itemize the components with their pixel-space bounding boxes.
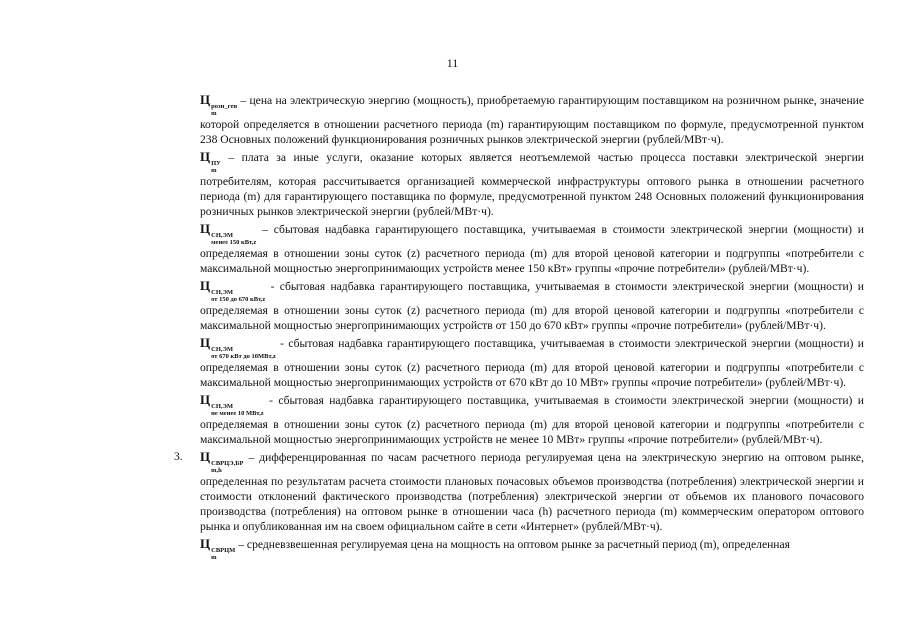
formula-term: Ц ПУ m (200, 148, 221, 174)
formula-term: Ц СН,ЭМ от 150 до 670 кВт,z (200, 277, 266, 303)
definition-entry (200, 278, 864, 333)
formula-term: Ц СН,ЭМ менее 150 кВт,z (200, 221, 257, 247)
formula-term: Ц розн_ген m (200, 92, 238, 117)
definition-entry (200, 149, 864, 220)
definition-entry (200, 335, 864, 390)
formula-term: Ц СН,ЭМ не менее 10 МВт,z (200, 391, 264, 417)
list-number: 3. (174, 449, 183, 463)
definition-entry (200, 392, 864, 447)
definition-text: - сбытовая надбавка гарантирующего поставщика, учитываемая в стоимости электрической энергии (мощности) и определяемая в отношении зоны суток (z) расчетного периода (m) для второй ценовой категории и подгруппы «потребители с максимальной мощностью энергопринимающих устройств от 670 кВт до 10 МВт» группы «прочие потребители» (рублей/МВт·ч). (200, 336, 864, 390)
document-body (174, 92, 864, 562)
formula-term: Ц СН,ЭМ от 670 кВт до 10МВт,z (200, 334, 276, 360)
definition-entry (200, 536, 864, 561)
definition-text: - сбытовая надбавка гарантирующего поставщика, учитываемая в стоимости электрической энергии (мощности) и определяемая в отношении зоны суток (z) расчетного периода (m) для второй ценовой категории и подгруппы «потребители с максимальной мощностью энергопринимающих устройств от 150 до 670 кВт» группы «прочие потребители» (рублей/МВт·ч). (200, 279, 864, 333)
definition-text: – дифференцированная по часам расчетного периода регулируемая цена на электрическую энергию на оптовом рынке, определенная по результатам расчета стоимости плановых почасовых объемов производства (потребления) электрической энергии и стоимости отклонений фактического производства (потребления) электрической энергии от объемов их планового почасового производства (потребления) на оптовом рынке в отношении часа (h) расчетного периода (m) коммерческим оператором оптового рынка и опубликованная им на своем официальном сайте в сети «Интернет» (рублей/МВт·ч). (200, 450, 864, 534)
definition-entry (200, 92, 864, 147)
page-number: 11 (446, 56, 459, 70)
formula-term: Ц СВРЦЭ,БР m,h (200, 448, 244, 474)
definition-text: - сбытовая надбавка гарантирующего поставщика, учитываемая в стоимости электрической энергии (мощности) и определяемая в отношении зоны суток (z) расчетного периода (m) для второй ценовой категории и подгруппы «потребители с максимальной мощностью энергопринимающих устройств не менее 10 МВт» группы «прочие потребители» (рублей/МВт·ч). (200, 393, 864, 446)
definition-text: – цена на электрическую энергию (мощность), приобретаемую гарантирующим поставщиком на розничном рынке, значение которой определяется в отношении расчетного периода (m) гарантирующим поставщиком по формуле, предусмотренной пунктом 238 Основных положений функционирования розничных рынков электрической энергии (рублей/МВт·ч). (200, 94, 864, 147)
definition-text: – средневзвешенная регулируемая цена на мощность на оптовом рынке за расчетный период (m), определенная (238, 537, 790, 551)
definition-text: – сбытовая надбавка гарантирующего поставщика, учитываемая в стоимости электрической энергии (мощности) и определяемая в отношении зоны суток (z) расчетного периода (m) для второй ценовой категории и подгруппы «потребители с максимальной мощностью энергопринимающих устройств менее 150 кВт» группы «прочие потребители» (рублей/МВт·ч). (200, 223, 864, 276)
definition-entry (200, 221, 864, 276)
definition-text: – плата за иные услуги, оказание которых является неотъемлемой частью процесса поставки электрической энергии потребителям, которая рассчитывается организацией коммерческой инфраструктуры оптового рынка в отношении расчетного периода (m) для гарантирующего поставщика по формуле, предусмотренной пунктом 248 Основных положений функционирования розничных рынков электрической энергии (рублей/МВт·ч). (200, 150, 864, 219)
formula-term: Ц СВРЦМ m (200, 535, 236, 561)
numbered-definition-entry (174, 448, 864, 535)
